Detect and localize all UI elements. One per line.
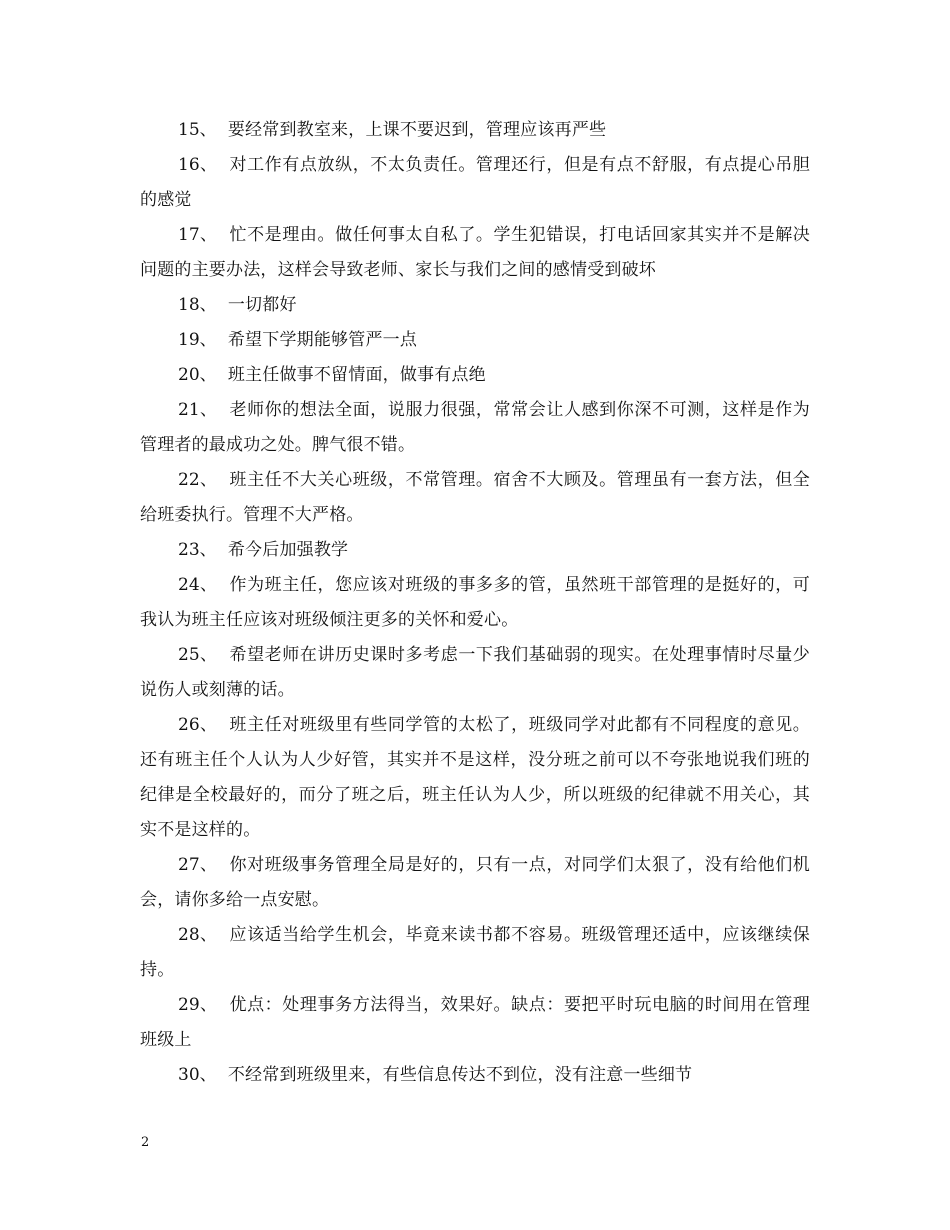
item-number: 19、 — [178, 330, 217, 350]
item-number: 28、 — [178, 925, 218, 945]
item-number: 25、 — [178, 645, 218, 665]
item-text: 作为班主任，您应该对班级的事多多的管，虽然班干部管理的是挺好的，可我认为班主任应该对班级倾注更多的关怀和爱心。 — [140, 575, 810, 630]
list-item — [140, 288, 810, 323]
list-item — [140, 568, 810, 638]
list-item — [140, 918, 810, 988]
list-item — [140, 358, 810, 393]
list-item — [140, 393, 810, 463]
list-item — [140, 848, 810, 918]
item-text: 应该适当给学生机会，毕竟来读书都不容易。班级管理还适中，应该继续保持。 — [140, 925, 810, 980]
list-item — [140, 113, 810, 148]
item-text: 要经常到教室来，上课不要迟到，管理应该再严些 — [216, 120, 607, 140]
item-number: 21、 — [178, 400, 218, 420]
list-item — [140, 638, 810, 708]
item-text: 不经常到班级里来，有些信息传达不到位，没有注意一些细节 — [216, 1065, 693, 1085]
item-number: 26、 — [178, 715, 218, 735]
page-number: 2 — [141, 1135, 150, 1150]
item-text: 老师你的想法全面，说服力很强，常常会让人感到你深不可测，这样是作为管理者的最成功之处。脾气很不错。 — [140, 400, 810, 455]
item-number: 24、 — [178, 575, 218, 595]
item-number: 23、 — [178, 540, 217, 560]
item-number: 29、 — [178, 995, 218, 1015]
item-text: 对工作有点放纵，不太负责任。管理还行，但是有点不舒服，有点提心吊胆的感觉 — [140, 155, 810, 210]
list-item — [140, 1058, 810, 1093]
item-text: 忙不是理由。做任何事太自私了。学生犯错误，打电话回家其实并不是解决问题的主要办法，这样会导致老师、家长与我们之间的感情受到破坏 — [140, 225, 810, 280]
list-item — [140, 148, 810, 218]
list-item — [140, 463, 810, 533]
item-text: 优点：处理事务方法得当，效果好。缺点：要把平时玩电脑的时间用在管理班级上 — [140, 995, 810, 1050]
feedback-list — [140, 113, 810, 1093]
item-number: 18、 — [178, 295, 217, 315]
item-text: 班主任做事不留情面，做事有点绝 — [216, 365, 486, 385]
item-text: 你对班级事务管理全局是好的，只有一点，对同学们太狠了，没有给他们机会，请你多给一点安慰。 — [140, 855, 810, 910]
item-number: 30、 — [178, 1065, 217, 1085]
item-number: 22、 — [178, 470, 218, 490]
list-item — [140, 533, 810, 568]
list-item — [140, 218, 810, 288]
list-item — [140, 323, 810, 358]
item-number: 20、 — [178, 365, 217, 385]
item-number: 17、 — [178, 225, 218, 245]
item-text: 一切都好 — [216, 295, 297, 315]
item-text: 班主任对班级里有些同学管的太松了，班级同学对此都有不同程度的意见。还有班主任个人认为人少好管，其实并不是这样，没分班之前可以不夸张地说我们班的纪律是全校最好的，而分了班之后，班主任认为人少，所以班级的纪律就不用关心，其实不是这样的。 — [140, 715, 810, 840]
list-item — [140, 708, 810, 848]
item-number: 15、 — [178, 120, 217, 140]
item-text: 班主任不大关心班级，不常管理。宿舍不大顾及。管理虽有一套方法，但全给班委执行。管理不大严格。 — [140, 470, 810, 525]
item-number: 16、 — [178, 155, 218, 175]
item-text: 希今后加强教学 — [216, 540, 349, 560]
item-number: 27、 — [178, 855, 218, 875]
list-item — [140, 988, 810, 1058]
item-text: 希望老师在讲历史课时多考虑一下我们基础弱的现实。在处理事情时尽量少说伤人或刻薄的话。 — [140, 645, 810, 700]
item-text: 希望下学期能够管严一点 — [216, 330, 418, 350]
